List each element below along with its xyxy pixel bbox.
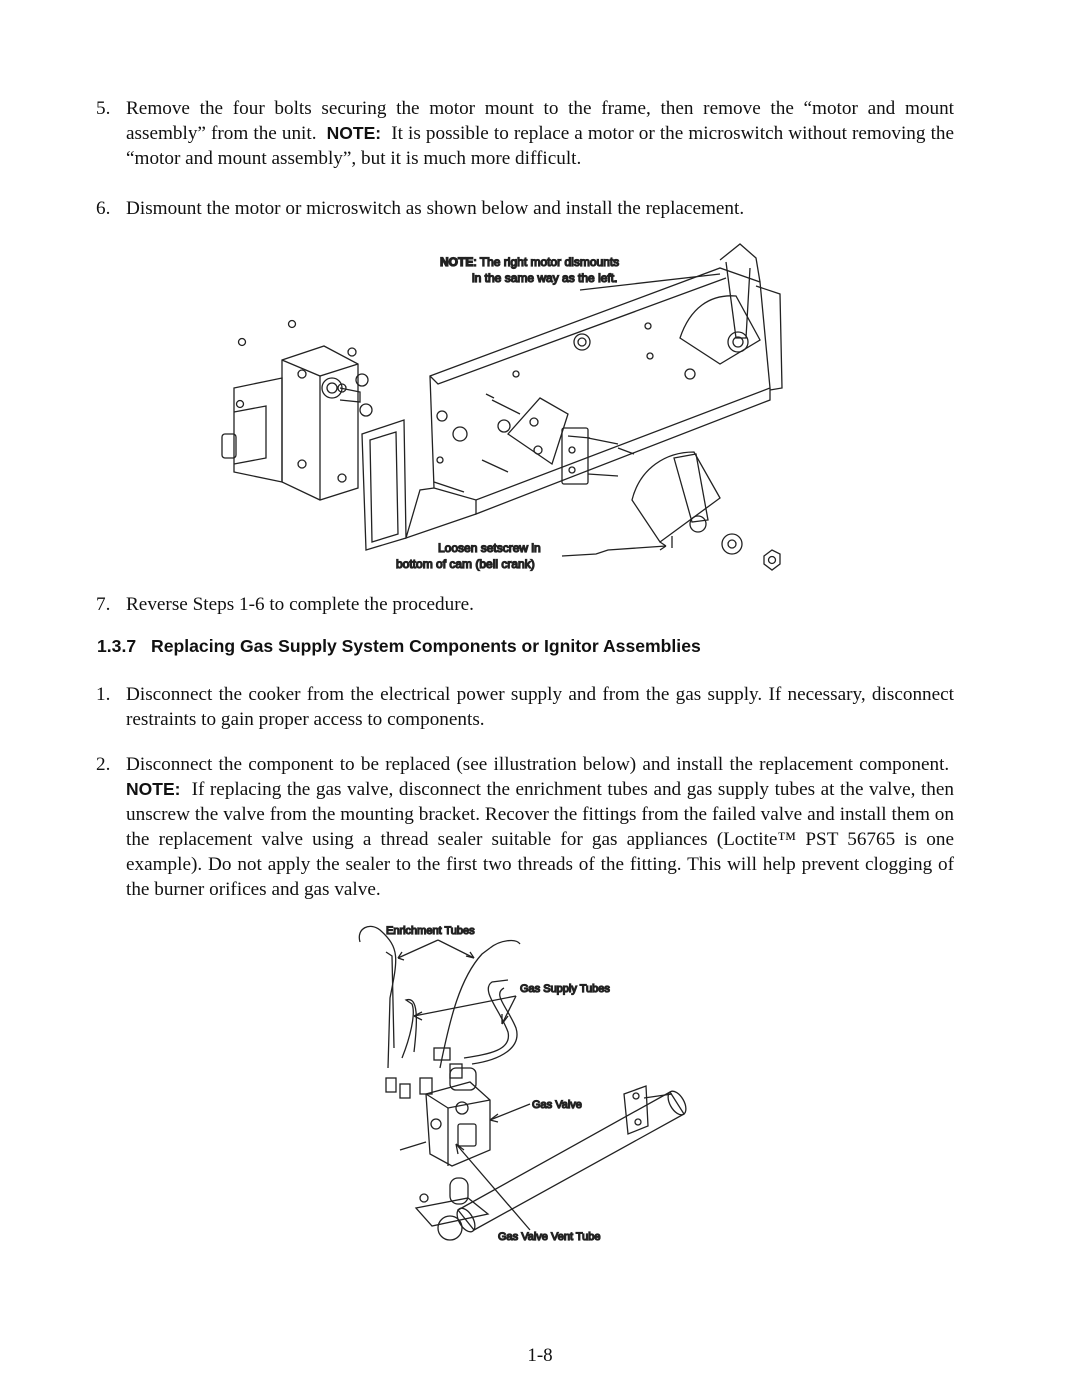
note-label: NOTE: — [126, 779, 181, 799]
section-title: Replacing Gas Supply System Components or Ignitor Assemblies — [151, 636, 701, 656]
page-number: 1-8 — [527, 1345, 553, 1366]
step-7 — [96, 592, 954, 617]
section-number: 1.3.7 — [97, 636, 137, 656]
note-label: NOTE: — [326, 123, 382, 143]
step-6 — [96, 196, 954, 221]
step-5 — [96, 96, 954, 171]
gas-step-2 — [96, 752, 954, 902]
step-number: 1. — [96, 684, 111, 705]
step-text: Disconnect the cooker from the electrical power supply and from the gas supply. If necessary, disconnect restraints to gain proper access to components. — [126, 684, 954, 730]
gas-valve-label: Gas Valve — [532, 1099, 582, 1111]
gas-step-1 — [96, 682, 954, 732]
step-number: 7. — [96, 594, 111, 615]
motor-assembly-diagram — [220, 238, 800, 578]
step-number: 6. — [96, 198, 111, 219]
step-number: 2. — [96, 754, 111, 775]
diagram-note: NOTE: The right motor dismounts — [440, 255, 620, 269]
step-text: Remove the four bolts securing the motor mount to the frame, then remove the “motor and mount assembly” from the unit. NOTE: It is possible to replace a motor or the microswitch without removing the “motor and mount assembly”, but it is much more difficult. — [126, 98, 955, 169]
setscrew-label-line2: bottom of cam (bell crank) — [396, 557, 535, 571]
enrichment-tubes-label: Enrichment Tubes — [386, 925, 475, 937]
section-heading — [97, 636, 701, 657]
gas-valve-vent-tube-label: Gas Valve Vent Tube — [498, 1231, 601, 1243]
step-text: Disconnect the component to be replaced (see illustration below) and install the replacement component. NOTE: If replacing the gas valve, disconnect the enrichment tubes and gas supply tubes at the valve, then unscrew the valve from the mounting bracket. Recover the fittings from the failed valve and install them on the replacement valve using a thread sealer suitable for gas appliances (Loctite™ PST 56765 is one example). Do not apply the sealer to the first two threads of the fitting. This will help prevent clogging of the burner orifices and gas valve. — [126, 754, 954, 900]
gas-supply-diagram — [340, 918, 700, 1258]
gas-supply-tubes-label: Gas Supply Tubes — [520, 983, 610, 995]
diagram-note-line2: in the same way as the left. — [472, 271, 618, 285]
setscrew-label: Loosen setscrew in — [438, 541, 541, 555]
step-number: 5. — [96, 98, 111, 119]
step-text: Reverse Steps 1-6 to complete the procedure. — [126, 594, 474, 615]
step-text: Dismount the motor or microswitch as shown below and install the replacement. — [126, 198, 745, 219]
